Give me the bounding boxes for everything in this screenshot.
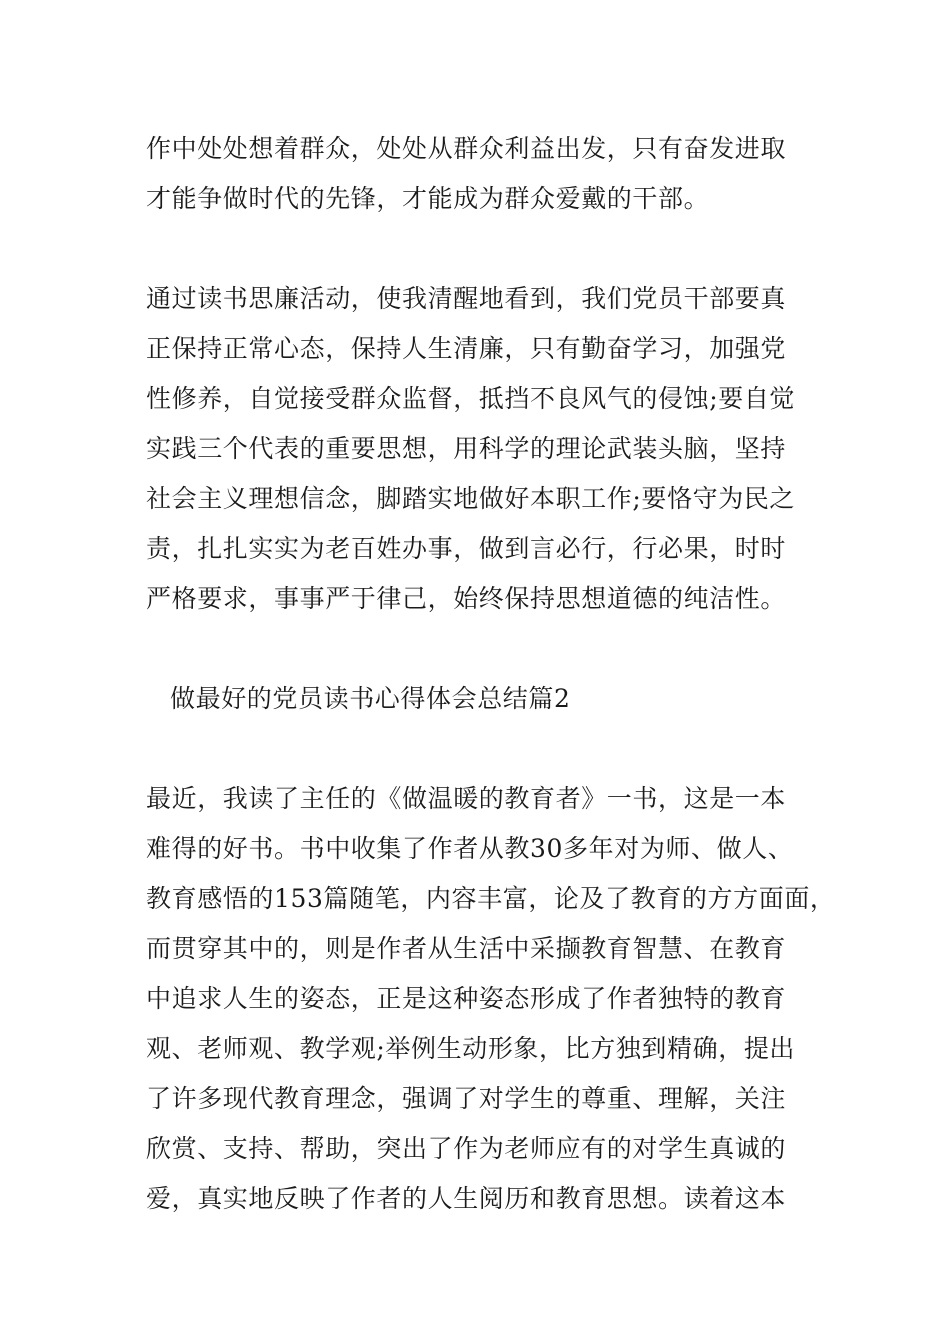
text-line: 责，扎扎实实为老百姓办事，做到言必行，行必果，时时: [146, 534, 787, 563]
text-line: 实践三个代表的重要思想，用科学的理论武装头脑，坚持: [146, 434, 787, 463]
text-line: 而贯穿其中的，则是作者从生活中采撷教育智慧、在教育: [146, 934, 787, 963]
text-line: 教育感悟的153篇随笔，内容丰富，论及了教育的方方面面，: [146, 884, 836, 913]
text-line: 观、老师观、教学观;举例生动形象，比方独到精确，提出: [146, 1034, 796, 1063]
text-line: 了许多现代教育理念，强调了对学生的尊重、理解，关注: [146, 1084, 787, 1113]
section-heading: 做最好的党员读书心得体会总结篇2: [170, 684, 571, 713]
text-line: 爱，真实地反映了作者的人生阅历和教育思想。读着这本: [146, 1184, 787, 1213]
text-line: 严格要求，事事严于律己，始终保持思想道德的纯洁性。: [146, 584, 787, 613]
text-line: 才能争做时代的先锋，才能成为群众爱戴的干部。: [146, 184, 710, 213]
text-line: 作中处处想着群众，处处从群众利益出发，只有奋发进取: [146, 134, 787, 163]
text-line: 最近，我读了主任的《做温暖的教育者》一书，这是一本: [146, 784, 787, 813]
text-line: 难得的好书。书中收集了作者从教30多年对为师、做人、: [146, 834, 794, 863]
text-line: 社会主义理想信念，脚踏实地做好本职工作;要恪守为民之: [146, 484, 796, 513]
text-line: 正保持正常心态，保持人生清廉，只有勤奋学习，加强党: [146, 334, 787, 363]
text-line: 中追求人生的姿态，正是这种姿态形成了作者独特的教育: [146, 984, 787, 1013]
text-line: 性修养，自觉接受群众监督，抵挡不良风气的侵蚀;要自觉: [146, 384, 796, 413]
text-line: 通过读书思廉活动，使我清醒地看到，我们党员干部要真: [146, 284, 787, 313]
text-line: 欣赏、支持、帮助，突出了作为老师应有的对学生真诚的: [146, 1134, 787, 1163]
